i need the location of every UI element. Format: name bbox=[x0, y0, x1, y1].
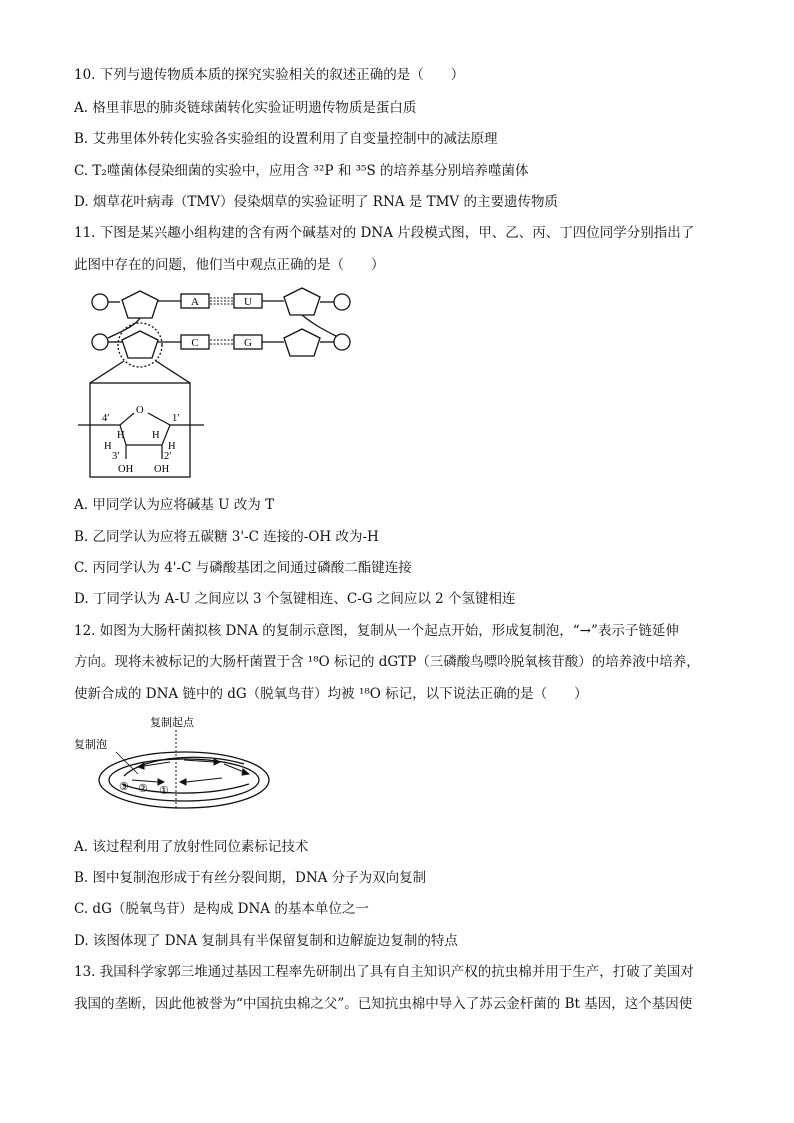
bubble-label: 复制泡 bbox=[74, 739, 107, 751]
q10-option-c: C. T₂噬菌体侵染细菌的实验中，应用含 ³²P 和 ³⁵S 的培养基分别培养噬菌体 bbox=[74, 163, 529, 179]
carbon-1-label: 1′ bbox=[172, 413, 180, 424]
base-left-2: C bbox=[191, 337, 199, 349]
ring-oxygen: O bbox=[136, 405, 144, 416]
carbon-4-label: 4′ bbox=[102, 413, 110, 424]
base-right-2: G bbox=[244, 337, 252, 349]
q11-stem-line1: 11. 下图是某兴趣小组构建的含有两个碱基对的 DNA 片段模式图，甲、乙、丙、丁四位同学分别指出了 bbox=[74, 225, 695, 241]
sugar-pentagon bbox=[122, 291, 158, 318]
q10-option-a: A. 格里菲思的肺炎链球菌转化实验证明遗传物质是蛋白质 bbox=[74, 100, 417, 116]
q11-option-d: D. 丁同学认为 A-U 之间应以 3 个氢键相连、C-G 之间应以 2 个氢键相连 bbox=[74, 591, 516, 607]
h-label: H bbox=[168, 441, 176, 452]
phosphate-circle bbox=[92, 334, 108, 350]
q12-option-a: A. 该过程利用了放射性同位素标记技术 bbox=[74, 839, 309, 855]
phosphate-circle bbox=[334, 294, 350, 310]
q11-option-b: B. 乙同学认为应将五碳糖 3'-C 连接的-OH 改为-H bbox=[74, 529, 379, 545]
sugar-pentagon bbox=[284, 329, 320, 356]
strand-number-1: ① bbox=[159, 785, 169, 797]
q12-option-b: B. 图中复制泡形成于有丝分裂间期，DNA 分子为双向复制 bbox=[74, 870, 427, 886]
phosphate-circle bbox=[334, 334, 350, 350]
q12-option-c: C. dG（脱氧鸟苷）是构成 DNA 的基本单位之一 bbox=[74, 901, 369, 917]
q12-option-d: D. 该图体现了 DNA 复制具有半保留复制和边解旋边复制的特点 bbox=[74, 933, 458, 949]
q10-option-d: D. 烟草花叶病毒（TMV）侵染烟草的实验证明了 RNA 是 TMV 的主要遗传物质 bbox=[74, 194, 558, 210]
oh-label: OH bbox=[154, 464, 170, 475]
h-label: H bbox=[152, 430, 160, 441]
q10-option-b: B. 艾弗里体外转化实验各实验组的设置利用了自变量控制中的减法原理 bbox=[74, 131, 498, 147]
zoom-circle bbox=[118, 323, 162, 367]
q10-stem: 10. 下列与遗传物质本质的探究实验相关的叙述正确的是（ ） bbox=[74, 67, 465, 83]
h-label: H bbox=[104, 441, 112, 452]
q11-option-c: C. 丙同学认为 4'-C 与磷酸基团之间通过磷酸二酯键连接 bbox=[74, 560, 412, 576]
sugar-pentagon bbox=[122, 331, 158, 358]
q11-option-a: A. 甲同学认为应将碱基 U 改为 T bbox=[74, 497, 275, 513]
carbon-3-label: 3′ bbox=[112, 451, 120, 462]
q12-stem-line2: 方向。现将未被标记的大肠杆菌置于含 ¹⁸O 标记的 dGTP（三磷酸鸟嘌呤脱氧核苷酸）的培养液中培养， bbox=[74, 654, 700, 670]
q12-stem-line1: 12. 如图为大肠杆菌拟核 DNA 的复制示意图，复制从一个起点开始，形成复制泡，“→”表示子链延伸 bbox=[74, 623, 679, 639]
q13-stem-line2: 我国的垄断，因此他被誉为“中国抗虫棉之父”。已知抗虫棉中导入了苏云金杆菌的 Bt 基因，这个基因使 bbox=[74, 996, 693, 1012]
q11-stem-line2: 此图中存在的问题，他们当中观点正确的是（ ） bbox=[74, 257, 385, 273]
carbon-2-label: 2′ bbox=[164, 451, 172, 462]
q13-stem-line1: 13. 我国科学家郭三堆通过基因工程率先研制出了具有自主知识产权的抗虫棉并用于生产，打破了美国对 bbox=[74, 964, 694, 980]
replication-bubble-diagram bbox=[74, 712, 284, 812]
h-label: H bbox=[117, 430, 125, 441]
origin-label: 复制起点 bbox=[150, 717, 194, 729]
dna-fragment-diagram bbox=[74, 285, 374, 480]
strand-number-2: ② bbox=[138, 783, 148, 795]
q12-stem-line3: 使新合成的 DNA 链中的 dG（脱氧鸟苷）均被 ¹⁸O 标记，以下说法正确的是（ ） bbox=[74, 686, 588, 702]
phosphate-circle bbox=[92, 294, 108, 310]
oh-label: OH bbox=[118, 464, 134, 475]
base-left-1: A bbox=[191, 296, 199, 308]
strand-number-3: ③ bbox=[119, 781, 129, 793]
sugar-pentagon bbox=[284, 288, 320, 315]
base-right-1: U bbox=[244, 296, 252, 308]
